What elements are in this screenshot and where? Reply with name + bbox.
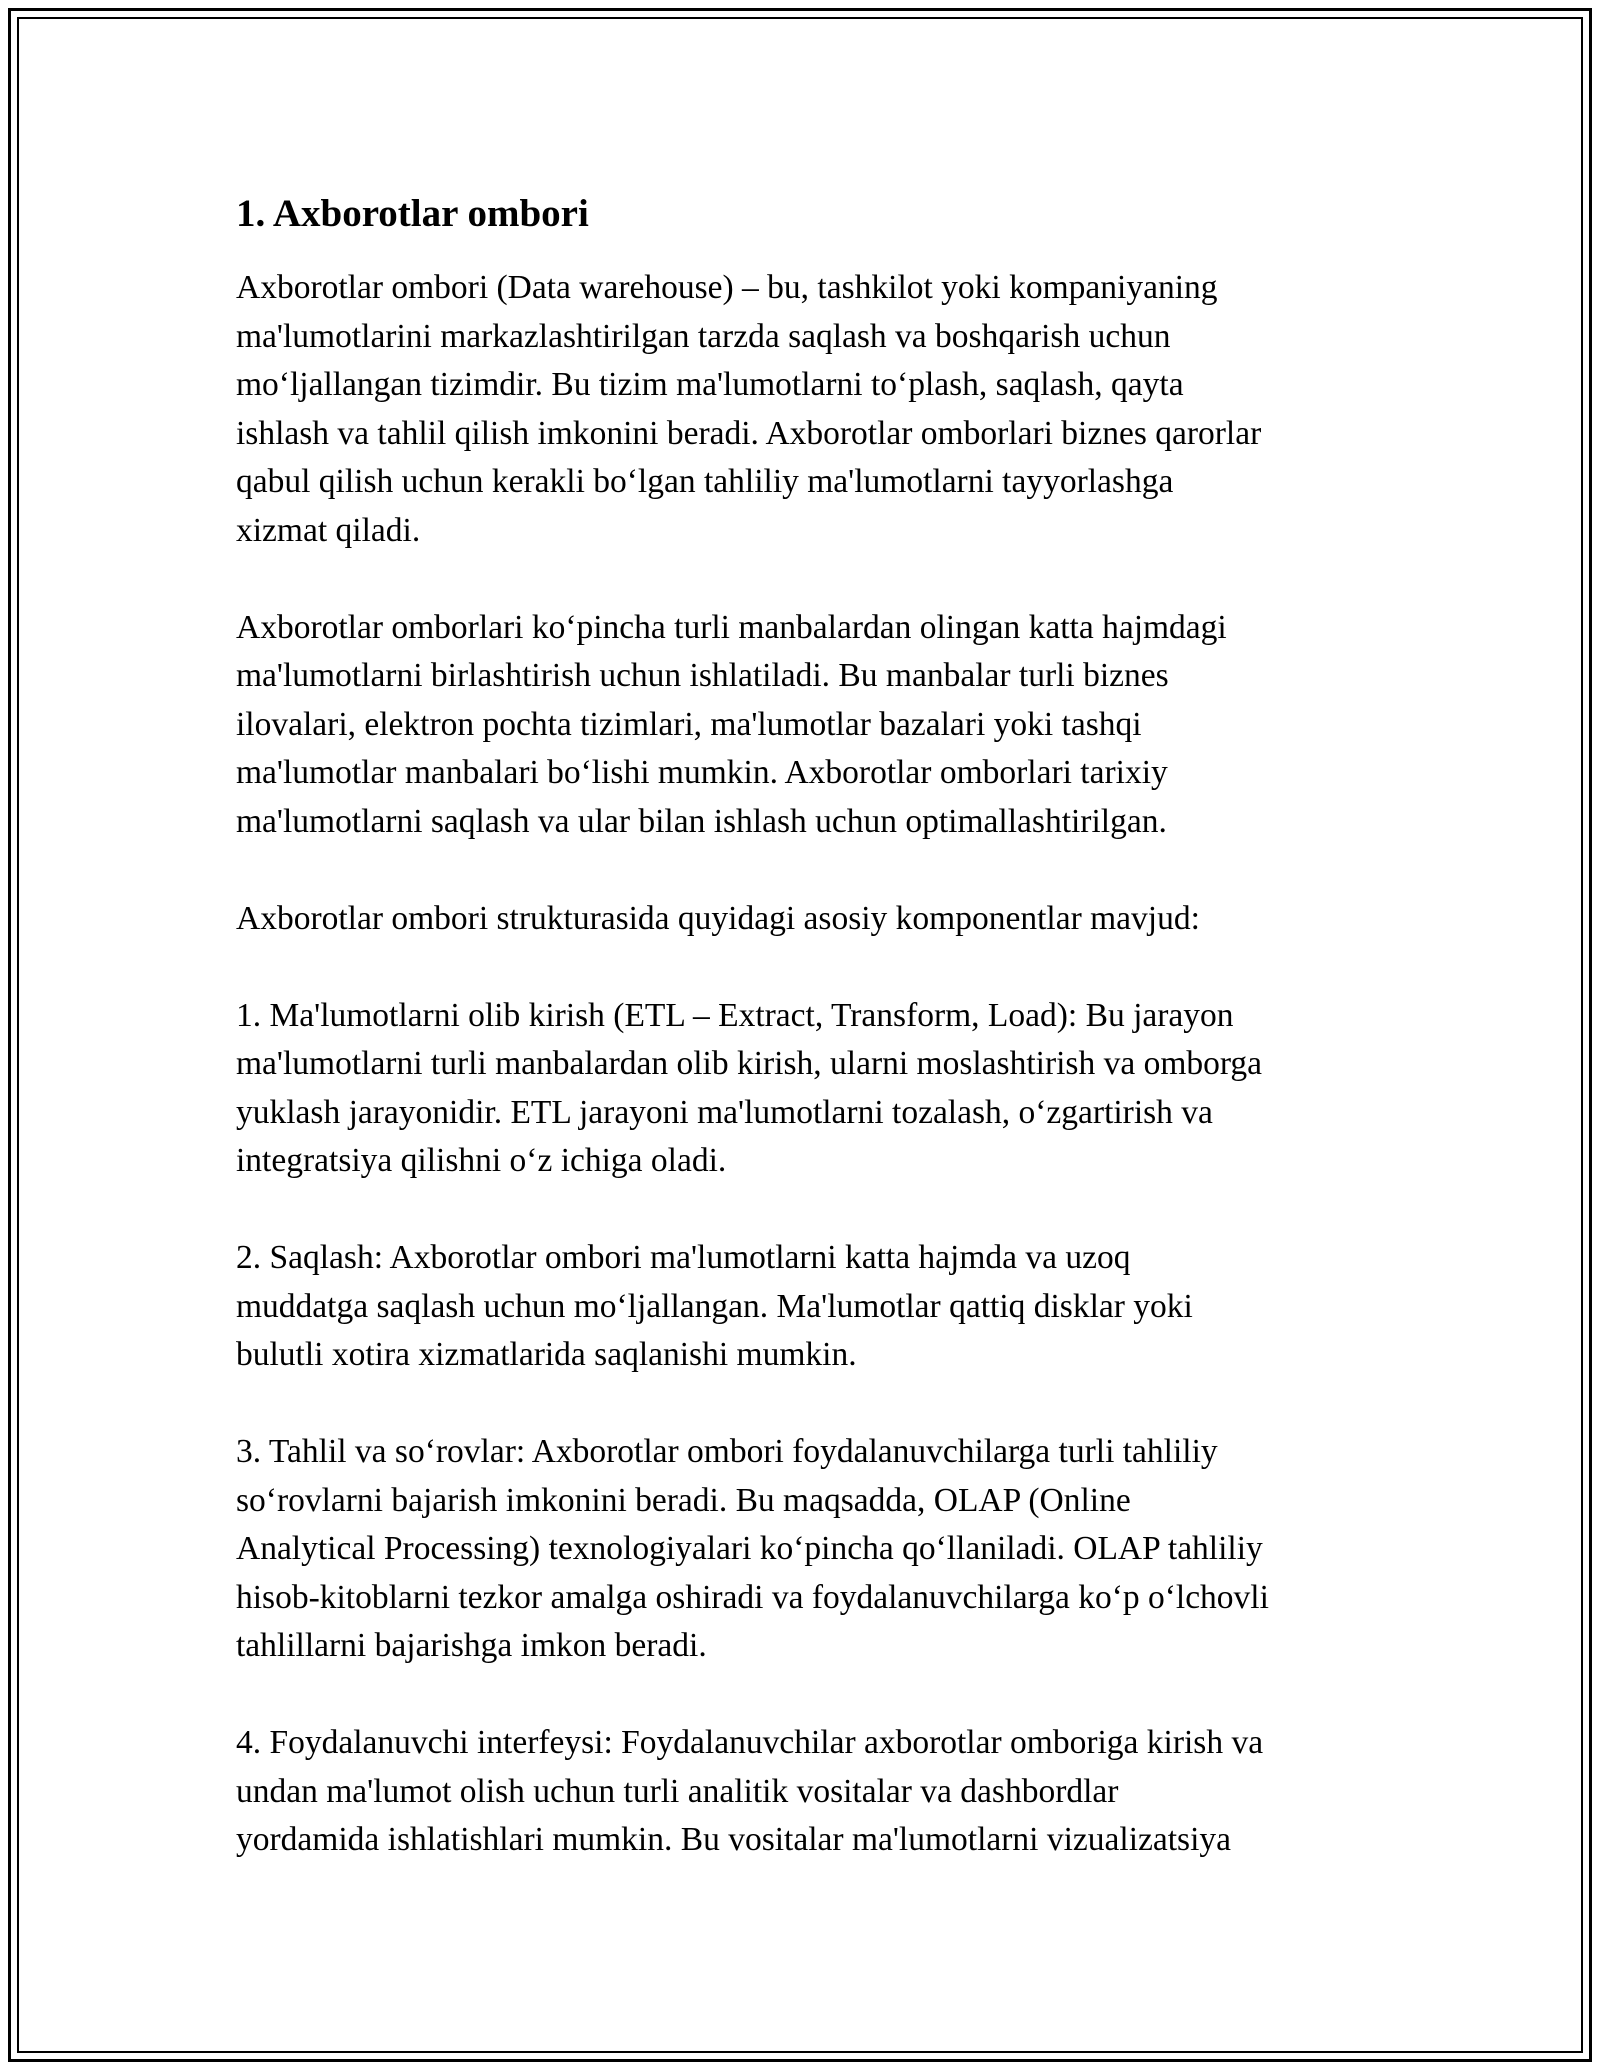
paragraph-line: so‘rovlarni bajarish imkonini beradi. Bu maqsadda, OLAP (Online (236, 1481, 1131, 1519)
paragraph (236, 1719, 1386, 1865)
paragraph-line: ilovalari, elektron pochta tizimlari, ma'lumotlar bazalari yoki tashqi (236, 705, 1142, 743)
paragraph-line: ishlash va tahlil qilish imkonini beradi. Axborotlar omborlari biznes qarorlar (236, 414, 1262, 452)
paragraph-line: yordamida ishlatishlari mumkin. Bu vositalar ma'lumotlarni vizualizatsiya (236, 1821, 1232, 1858)
paragraph-line: bulutli xotira xizmatlarida saqlanishi mumkin. (236, 1336, 857, 1373)
paragraph-line: ma'lumotlar manbalari bo‘lishi mumkin. Axborotlar omborlari tarixiy (236, 754, 1168, 791)
paragraph-line: Axborotlar ombori strukturasida quyidagi asosiy komponentlar mavjud: (236, 899, 1200, 937)
paragraph-line: ma'lumotlarni birlashtirish uchun ishlatiladi. Bu manbalar turli biznes (236, 657, 1169, 694)
paragraph-line: xizmat qiladi. (236, 511, 421, 549)
paragraph-line: tahlillarni bajarishga imkon beradi. (236, 1627, 707, 1664)
paragraph (236, 895, 1386, 944)
paragraph-line: 1. Ma'lumotlarni olib kirish (ETL – Extract, Transform, Load): Bu jarayon (236, 996, 1234, 1034)
paragraph-line: ma'lumotlarni saqlash va ular bilan ishlash uchun optimallashtirilgan. (236, 802, 1167, 840)
paragraph-line: Axborotlar omborlari ko‘pincha turli manbalardan olingan katta hajmdagi (236, 608, 1227, 646)
paragraph-line: Axborotlar ombori (Data warehouse) – bu, tashkilot yoki kompaniyaning (236, 269, 1218, 306)
paragraph (236, 1234, 1386, 1380)
paragraph-line: mo‘ljallangan tizimdir. Bu tizim ma'lumotlarni to‘plash, saqlash, qayta (236, 366, 1184, 403)
paragraph-list (236, 264, 1386, 1865)
paragraph-line: ma'lumotlarni turli manbalardan olib kirish, ularni moslashtirish va omborga (236, 1045, 1263, 1082)
paragraph-line: hisob-kitoblarni tezkor amalga oshiradi va foydalanuvchilarga ko‘p o‘lchovli (236, 1578, 1269, 1616)
paragraph-line: 4. Foydalanuvchi interfeysi: Foydalanuvchilar axborotlar omboriga kirish va (236, 1724, 1264, 1761)
paragraph-line: 3. Tahlil va so‘rovlar: Axborotlar ombori foydalanuvchilarga turli tahliliy (236, 1433, 1218, 1470)
paragraph-line: qabul qilish uchun kerakli bo‘lgan tahliliy ma'lumotlarni tayyorlashga (236, 463, 1174, 500)
section-heading: 1. Axborotlar ombori (236, 192, 589, 235)
paragraph-line: Analytical Processing) texnologiyalari ko‘pincha qo‘llaniladi. OLAP tahliliy (236, 1530, 1263, 1567)
paragraph-line: yuklash jarayonidir. ETL jarayoni ma'lumotlarni tozalash, o‘zgartirish va (236, 1093, 1213, 1131)
paragraph-line: integratsiya qilishni o‘z ichiga oladi. (236, 1142, 727, 1179)
paragraph-line: undan ma'lumot olish uchun turli analitik vositalar va dashbordlar (236, 1772, 1119, 1810)
paragraph (236, 992, 1386, 1186)
document-content (236, 188, 1386, 1913)
paragraph-line: muddatga saqlash uchun mo‘ljallangan. Ma'lumotlar qattiq disklar yoki (236, 1287, 1193, 1325)
paragraph (236, 1428, 1386, 1671)
paragraph (236, 604, 1386, 847)
paragraph-line: ma'lumotlarini markazlashtirilgan tarzda saqlash va boshqarish uchun (236, 317, 1171, 355)
paragraph-line: 2. Saqlash: Axborotlar ombori ma'lumotlarni katta hajmda va uzoq (236, 1239, 1131, 1276)
paragraph (236, 264, 1386, 555)
